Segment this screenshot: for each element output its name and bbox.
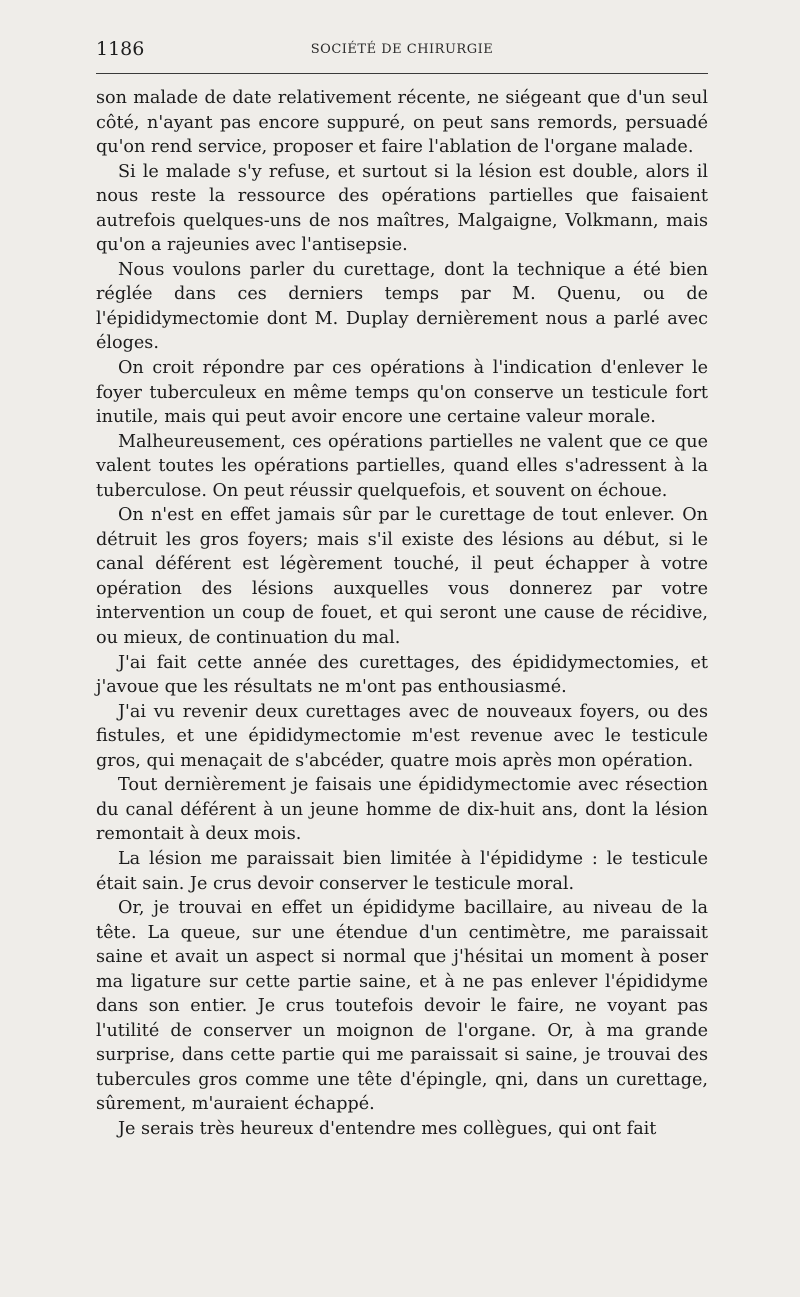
paragraph: Tout dernièrement je faisais une épididymectomie avec résection du canal déférent à un jeune homme de dix-huit ans, dont la lésion remontait à deux mois. [96,775,708,845]
paragraph: Je serais très heureux d'entendre mes collègues, qui ont fait [118,1118,657,1139]
running-title: SOCIÉTÉ DE CHIRURGIE [310,42,494,57]
paragraph: J'ai fait cette année des curettages, des épididymectomies, et j'avoue que les résultats ne m'ont pas enthousiasmé. [96,652,708,698]
paragraph: Nous voulons parler du curettage, dont la technique a été bien réglée dans ces derniers temps par M. Quenu, ou de l'épididymectomie dont M. Duplay dernièrement nous a parlé avec éloges. [96,259,708,354]
paragraph: Or, je trouvai en effet un épididyme bacillaire, au niveau de la tête. La queue, sur une étendue d'un centimètre, me paraissait saine et avait un aspect si normal que j'hésitai un moment à poser ma ligature sur cette partie saine, et à ne pas enlever l'épididyme dans son entier. Je crus toutefois devoir le faire, ne voyant pas l'utilité de conserver un moignon de l'organe. Or, à ma grande surprise, dans cette partie qui me paraissait si saine, je trouvai des tubercules gros comme une tête d'épingle, qni, dans un curettage, sûrement, m'auraient échappé. [96,898,708,1115]
paragraph: On croit répondre par ces opérations à l'indication d'enlever le foyer tuberculeux en même temps qu'on conserve un testicule fort inutile, mais qui peut avoir encore une certaine valeur morale. [96,358,708,428]
paragraph: J'ai vu revenir deux curettages avec de nouveaux foyers, ou des fistules, et une épididymectomie m'est revenue avec le testicule gros, qui menaçait de s'abcéder, quatre mois après mon opération. [96,701,708,771]
header-rule [96,73,708,74]
paragraph: son malade de date relativement récente, ne siégeant que d'un seul côté, n'ayant pas encore suppuré, on peut sans remords, persuadé qu'on rend service, proposer et faire l'ablation de l'organe malade. [96,88,708,158]
paragraph: On n'est en effet jamais sûr par le curettage de tout enlever. On détruit les gros foyers; mais s'il existe des lésions au début, si le canal déférent est légèrement touché, il peut échapper à votre opération des lésions auxquelles vous donnerez par votre intervention un coup de fouet, et qui seront une cause de récidive, ou mieux, de continuation du mal. [96,505,708,649]
paragraph: Malheureusement, ces opérations partielles ne valent que ce que valent toutes les opérations partielles, quand elles s'adressent à la tuberculose. On peut réussir quelquefois, et souvent on échoue. [96,431,708,501]
paragraph: La lésion me paraissait bien limitée à l'épididyme : le testicule était sain. Je crus devoir conserver le testicule moral. [96,848,708,894]
paragraph: Si le malade s'y refuse, et surtout si la lésion est double, alors il nous reste la ressource des opérations partielles que faisaient autrefois quelques-uns de nos maîtres, Malgaigne, Volkmann, mais qu'on a rajeunies avec l'antisepsie. [96,161,708,256]
body-text [96,86,708,1142]
page-header [96,30,708,74]
page-number: 1186 [96,38,145,60]
